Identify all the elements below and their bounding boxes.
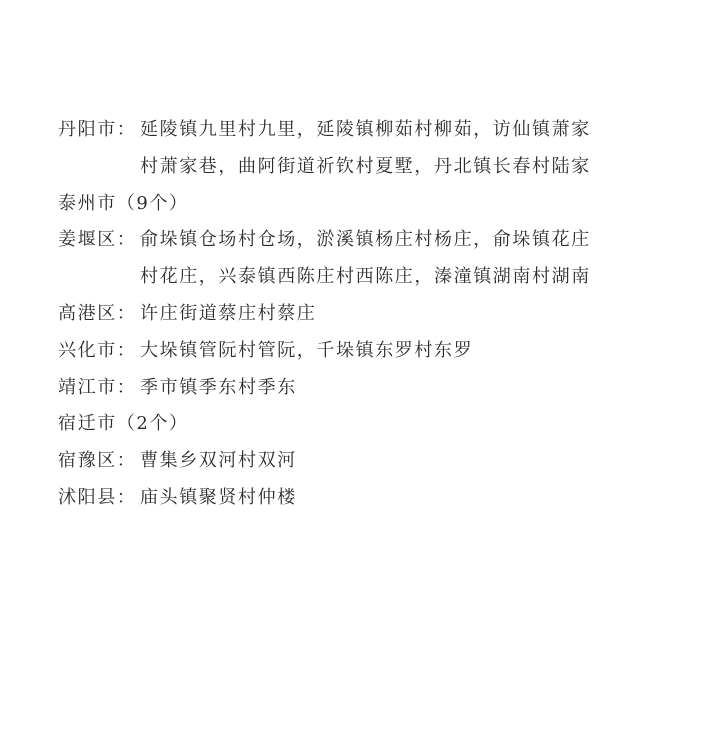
- city-heading-text: 泰州市（9个）: [58, 192, 189, 214]
- city-heading-suqian: [58, 406, 678, 443]
- list-item-shuyang: [58, 480, 678, 517]
- village-text: 延陵镇九里村九里，延陵镇柳茹村柳茹，访仙镇萧家: [140, 119, 591, 140]
- village-text: 庙头镇聚贤村仲楼: [140, 486, 297, 508]
- list-item-jingjiang: [58, 370, 678, 407]
- village-text: 许庄街道蔡庄村蔡庄: [140, 302, 317, 324]
- list-item-danyang: [58, 112, 678, 149]
- village-text: 村萧家巷，曲阿街道祈钦村夏墅，丹北镇长春村陆家: [140, 155, 591, 177]
- village-text: 季市镇季东村季东: [140, 376, 297, 398]
- village-text: 俞垛镇仓场村仓场，淤溪镇杨庄村杨庄，俞垛镇花庄: [140, 229, 591, 251]
- district-label: 丹阳市：: [58, 119, 137, 140]
- village-text: 曹集乡双河村双河: [140, 450, 297, 472]
- list-item-jiangyan-continued: [58, 259, 678, 296]
- district-label: 高港区：: [58, 302, 137, 324]
- list-item-jiangyan: [58, 222, 678, 259]
- district-label: 姜堰区：: [58, 229, 137, 251]
- city-heading-taizhou: [58, 186, 678, 223]
- list-item-suyu: [58, 443, 678, 480]
- city-heading-text: 宿迁市（2个）: [58, 413, 189, 435]
- list-item-xinghua: [58, 333, 678, 370]
- district-label: 沭阳县：: [58, 486, 137, 508]
- village-text: 村花庄，兴泰镇西陈庄村西陈庄，溱潼镇湖南村湖南: [140, 266, 591, 288]
- list-item-danyang-continued: [58, 149, 678, 186]
- district-label: 宿豫区：: [58, 450, 137, 472]
- village-list: [58, 112, 678, 517]
- district-label: 兴化市：: [58, 339, 137, 361]
- village-text: 大垛镇管阮村管阮，千垛镇东罗村东罗: [140, 339, 474, 361]
- district-label: 靖江市：: [58, 376, 137, 398]
- list-item-gaogang: [58, 296, 678, 333]
